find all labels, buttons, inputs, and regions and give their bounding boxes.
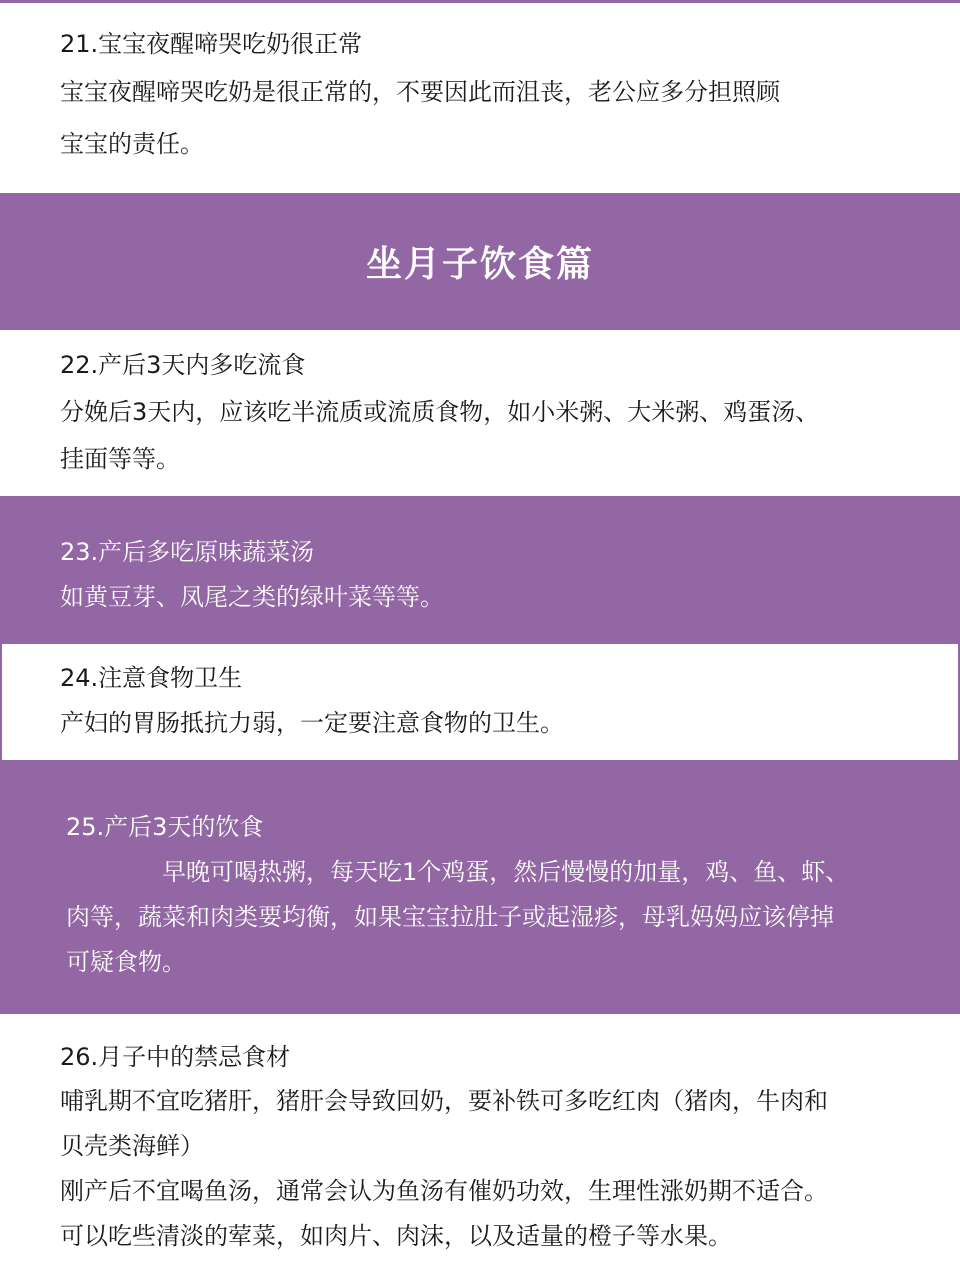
section-25-line-1 [66, 857, 849, 887]
section-22-title: 22.产后3天内多吃流食 [60, 351, 306, 379]
section-23 [0, 496, 960, 642]
section-26-line-1: 哺乳期不宜吃猪肝，猪肝会导致回奶，要补铁可多吃红肉（猪肉，牛肉和 [60, 1087, 828, 1115]
section-21-line-2: 宝宝的责任。 [60, 130, 204, 158]
section-21-line-1: 宝宝夜醒啼哭吃奶是很正常的，不要因此而沮丧，老公应多分担照顾 [60, 78, 780, 106]
section-26-title: 26.月子中的禁忌食材 [60, 1043, 291, 1071]
section-25-title: 25.产后3天的饮食 [66, 813, 264, 841]
section-24-line-1: 产妇的胃肠抵抗力弱，一定要注意食物的卫生。 [60, 709, 564, 737]
section-25-line-1-text: 早晚可喝热粥，每天吃1个鸡蛋，然后慢慢的加量，鸡、鱼、虾、 [162, 858, 850, 886]
section-25-line-3: 可疑食物。 [66, 948, 186, 976]
section-26 [0, 1014, 960, 1280]
section-21 [0, 3, 960, 193]
banner-title: 坐月子饮食篇 [365, 244, 594, 285]
section-25-line-2: 肉等，蔬菜和肉类要均衡，如果宝宝拉肚子或起湿疹，母乳妈妈应该停掉 [66, 903, 834, 931]
section-22-line-2: 挂面等等。 [60, 445, 180, 473]
section-26-line-2: 贝壳类海鲜） [60, 1132, 204, 1160]
section-22 [0, 330, 960, 496]
section-26-line-4: 可以吃些清淡的荤菜，如肉片、肉沫，以及适量的橙子等水果。 [60, 1222, 732, 1250]
section-24-title: 24.注意食物卫生 [60, 664, 243, 692]
section-22-line-1: 分娩后3天内，应该吃半流质或流质食物，如小米粥、大米粥、鸡蛋汤、 [60, 398, 820, 426]
section-23-line-1: 如黄豆芽、凤尾之类的绿叶菜等等。 [60, 583, 444, 611]
section-25 [0, 762, 960, 1014]
section-26-line-3: 刚产后不宜喝鱼汤，通常会认为鱼汤有催奶功效，生理性涨奶期不适合。 [60, 1177, 828, 1205]
section-21-title: 21.宝宝夜醒啼哭吃奶很正常 [60, 30, 363, 58]
section-24 [0, 642, 960, 762]
section-23-title: 23.产后多吃原味蔬菜汤 [60, 538, 315, 566]
diet-section-banner [0, 193, 960, 330]
